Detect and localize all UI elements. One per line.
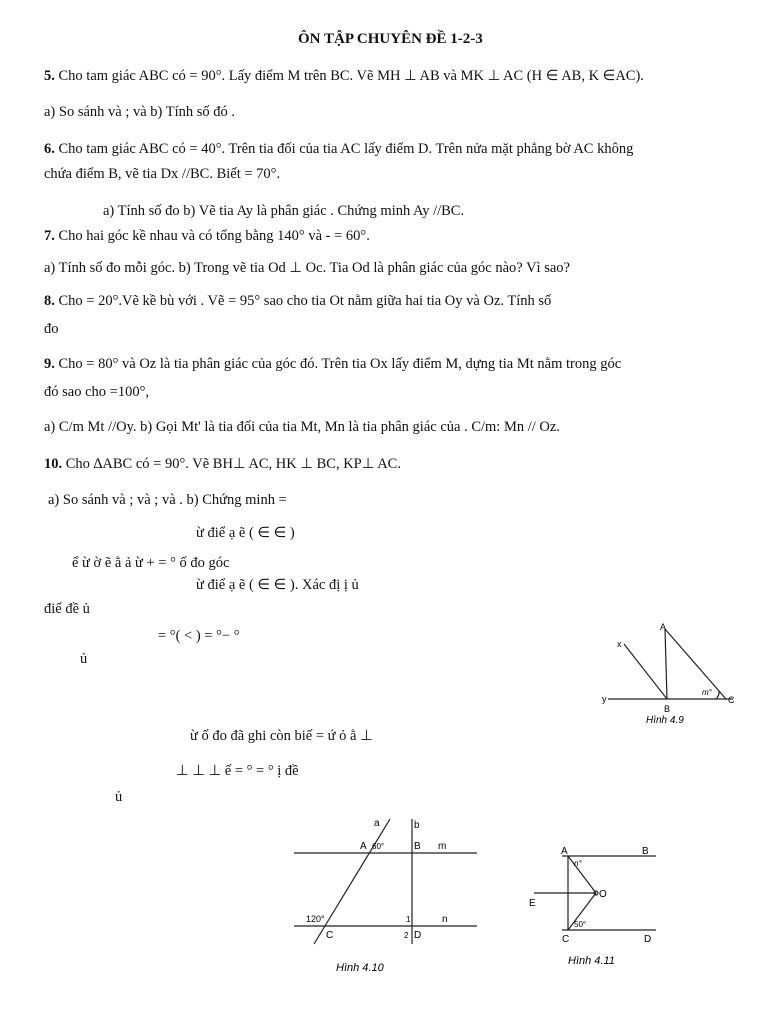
fig49-label-y: y: [602, 694, 607, 704]
fig410-label-a-line: a: [374, 818, 380, 829]
fig411-label-e: E: [529, 898, 536, 909]
problem-8-text-1: Cho = 20°.Vẽ kề bù với . Vẽ = 95° sao cho tia Ot nằm giữa hai tia Oy và Oz. Tính số: [58, 293, 552, 309]
figure-4-10: [292, 814, 492, 979]
fig411-label-c: C: [562, 934, 570, 945]
problem-7-number: 7.: [44, 228, 55, 244]
fig49-label-x: x: [617, 639, 622, 649]
problem-8-number: 8.: [44, 293, 55, 309]
fig410-label-n: n: [442, 914, 448, 925]
fragment-line-7: ừ ố đo đã ghi còn biế = ứ ỏ ằ ⊥: [190, 728, 373, 744]
problem-9-text-1: Cho = 80° và Oz là tia phân giác của góc đó. Trên tia Ox lấy điểm M, dựng tia Mt nằm trong góc: [58, 356, 622, 372]
fragment-line-4: điể đề ủ: [44, 601, 90, 617]
fig410-label-b-line: b: [414, 820, 420, 831]
problem-10-text-1: Cho ∆ABC có = 90°. Vẽ BH⊥ AC, HK ⊥ BC, KP⊥ AC.: [65, 456, 401, 472]
problem-10-number: 10.: [44, 456, 63, 472]
fragment-line-3: ừ điể ạ ẽ ( ∈ ∈ ). Xác đị ị ủ: [196, 577, 359, 593]
problem-5-text-1: Cho tam giác ABC có = 90°. Lấy điểm M trên BC. Vẽ MH ⊥ AB và MK ⊥ AC (H ∈ AB, K ∈AC).: [58, 68, 644, 84]
fig411-label-b: B: [642, 846, 649, 857]
fragment-line-5: = °( < ) = °− °: [158, 628, 240, 644]
problem-5-line-1: [44, 67, 644, 85]
problem-9-line-1: [44, 355, 621, 373]
fig49-label-b: B: [664, 704, 671, 714]
fig410-label-d: D: [414, 930, 422, 941]
fig49-label-c: C: [728, 695, 735, 705]
problem-7-line-1: [44, 227, 370, 245]
problem-8-line-1: [44, 292, 551, 310]
figure-4-11: [524, 836, 684, 976]
fig410-label-b: B: [414, 841, 421, 852]
fig410-angle-1: 1: [406, 915, 411, 924]
fig411-label-o: O: [599, 889, 607, 900]
fig411-angle-n: n°: [574, 859, 582, 868]
fragment-line-9: ủ: [115, 789, 123, 805]
problem-10-line-2: a) So sánh và ; và ; và . b) Chứng minh =: [48, 492, 287, 508]
fig410-caption: Hình 4.10: [336, 962, 384, 974]
problem-6-text-1: Cho tam giác ABC có = 40°. Trên tia đối của tia AC lấy điểm D. Trên nửa mặt phẳng bờ AC không: [58, 141, 634, 157]
fig49-label-a: A: [660, 622, 667, 632]
problem-5-number: 5.: [44, 68, 55, 84]
fig411-label-a: A: [561, 846, 568, 857]
fig411-caption: Hình 4.11: [568, 955, 615, 967]
fragment-line-1: ừ điể ạ ẽ ( ∈ ∈ ): [196, 525, 295, 541]
fig410-label-c: C: [326, 930, 334, 941]
problem-6-line-3: a) Tính số đo b) Vẽ tia Ay là phân giác . Chứng minh Ay //BC.: [103, 203, 465, 219]
fig410-angle-60: 60°: [372, 842, 385, 851]
problem-8-line-2: đo: [44, 321, 59, 337]
problem-6-line-2: chứa điểm B, vẽ tia Dx //BC. Biết = 70°.: [44, 166, 281, 182]
problem-6-line-1: [44, 140, 633, 158]
problem-5-line-2: a) So sánh và ; và b) Tính số đó .: [44, 104, 236, 120]
problem-7-line-2: a) Tính số đo mỗi góc. b) Trong vẽ tia Od ⊥ Oc. Tia Od là phân giác của góc nào? Vì sao?: [44, 260, 570, 276]
fig410-label-m: m: [438, 841, 447, 852]
problem-10-line-1: [44, 455, 401, 473]
fig410-angle-120: 120°: [306, 914, 325, 924]
problem-9-number: 9.: [44, 356, 55, 372]
page-title: ÔN TẬP CHUYÊN ĐỀ 1-2-3: [298, 31, 483, 47]
fig411-label-d: D: [644, 934, 652, 945]
fragment-line-6: ủ: [80, 651, 88, 667]
problem-6-number: 6.: [44, 141, 55, 157]
fig410-label-a: A: [360, 841, 367, 852]
problem-9-line-2: đó sao cho =100°,: [44, 384, 149, 400]
fig410-angle-2: 2: [404, 931, 409, 940]
fragment-line-8: ⊥ ⊥ ⊥ ế = ° = ° ị đề: [176, 763, 299, 779]
fig49-caption: Hình 4.9: [646, 715, 684, 726]
figure-4-9: [598, 620, 748, 730]
problem-9-line-3: a) C/m Mt //Oy. b) Gọi Mt' là tia đối của tia Mt, Mn là tia phân giác của . C/m: Mn // Oz.: [44, 419, 560, 435]
fig411-angle-50: 50°: [574, 920, 587, 929]
problem-7-text-1: Cho hai góc kề nhau và có tổng bằng 140° và - = 60°.: [58, 228, 370, 244]
fig49-label-m: m°: [702, 688, 712, 697]
fragment-line-2: ể ừ ờ ẽ ằ ả ừ + = ° ố đo góc: [72, 555, 230, 571]
